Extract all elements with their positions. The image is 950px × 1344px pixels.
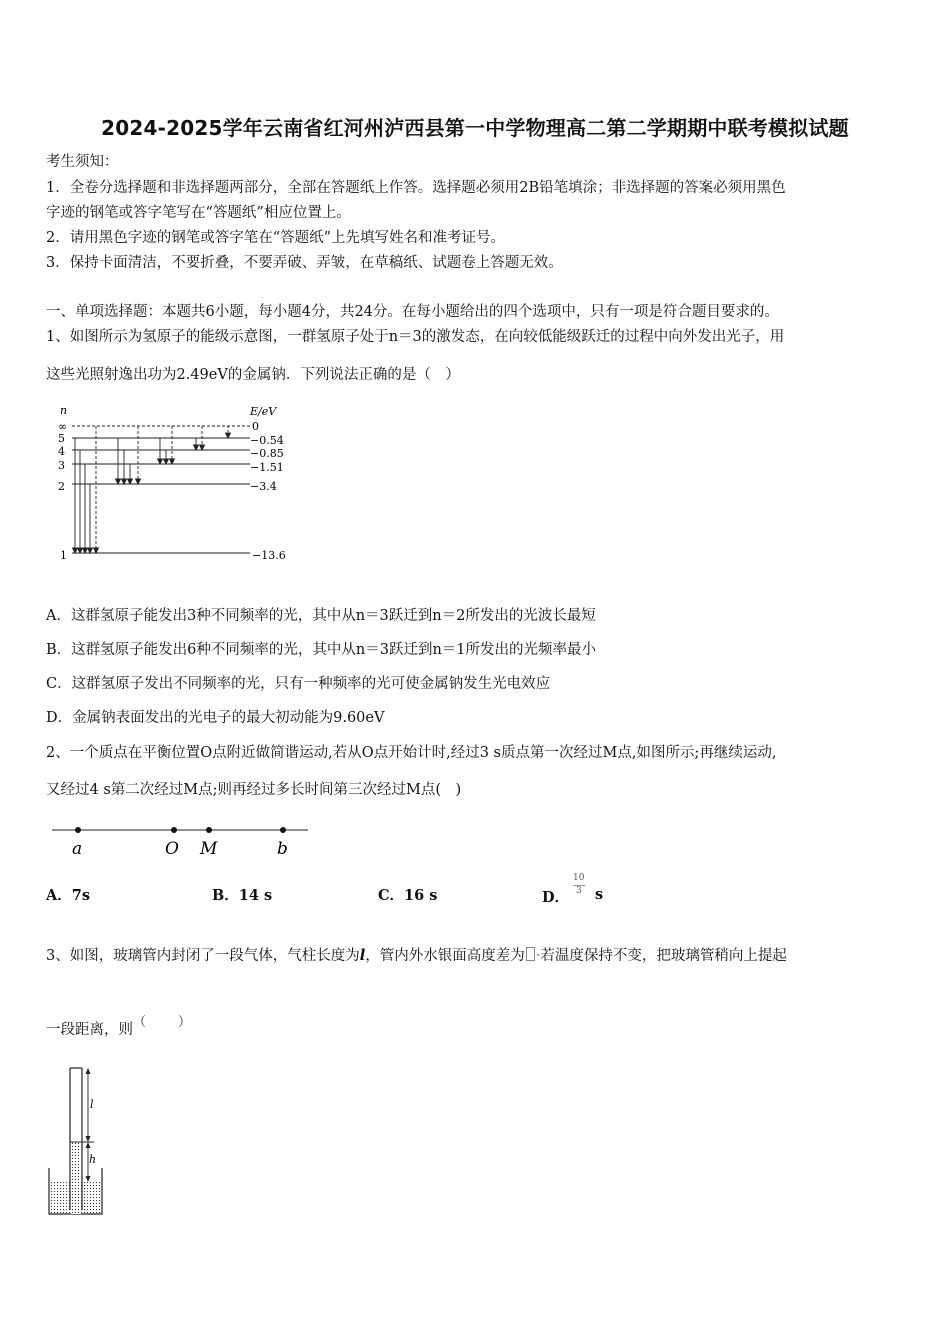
- mercury-column: [71, 1142, 81, 1214]
- q2-option-d-unit: s: [595, 886, 604, 903]
- label-b: b: [277, 839, 288, 859]
- level-e-5: −0.54: [250, 434, 284, 447]
- q3-stem-line-2: [46, 1015, 194, 1041]
- fig-label-h: h: [89, 1153, 97, 1166]
- fig-label-l: l: [90, 1098, 94, 1111]
- q3-stem-line-1: 3、如图，玻璃管内封闭了一段气体，气柱长度为l，管内外水银面高度差为 ·若温度保持不变，把玻璃管稍向上提起: [46, 947, 787, 964]
- level-n-2: 2: [58, 480, 65, 493]
- q1-option-a[interactable]: A．这群氢原子能发出3种不同频率的光，其中从n＝3跃迁到n＝2所发出的光波长最短: [46, 608, 596, 624]
- section-heading: 一、单项选择题：本题共6小题，每小题4分，共24分。在每小题给出的四个选项中，只有一项是符合题目要求的。: [46, 304, 779, 320]
- q2-stem-line-1: 2、一个质点在平衡位置O点附近做简谐运动,若从O点开始计时,经过3 s质点第一次经过M点,如图所示;再继续运动,: [46, 745, 777, 761]
- q3-answer-paren: （ ）: [133, 1015, 194, 1030]
- transition-arrows: [73, 426, 231, 553]
- q2-option-d[interactable]: [542, 872, 622, 908]
- level-n-4: 4: [58, 445, 65, 458]
- notice-item-2: 2．请用黑色字迹的钢笔或答字笔在“答题纸”上先填写姓名和准考证号。: [46, 230, 506, 246]
- label-o: O: [165, 839, 179, 859]
- q2-option-d-denominator: 3: [576, 886, 582, 896]
- l-arrow-head-top: [86, 1068, 91, 1074]
- n-header: n: [60, 404, 68, 417]
- level-e-2: −3.4: [250, 480, 277, 493]
- q3-var-l: l: [359, 947, 366, 964]
- q1-option-c[interactable]: C．这群氢原子发出不同频率的光，只有一种频率的光可使金属钠发生光电效应: [46, 676, 551, 692]
- level-n-3: 3: [58, 459, 65, 472]
- q1-stem-line-1: 1、如图所示为氢原子的能级示意图，一群氢原子处于n＝3的激发态，在向较低能级跃迁的过程中向外发出光子，用: [46, 329, 785, 345]
- q1-option-b[interactable]: B．这群氢原子能发出6种不同频率的光，其中从n＝3跃迁到n＝1所发出的光频率最小: [46, 642, 597, 658]
- level-n-inf: ∞: [58, 420, 68, 433]
- q3-stem-part-3: 若温度保持不变，把玻璃管稍向上提起: [540, 948, 787, 964]
- q2-option-d-numerator: 10: [573, 873, 585, 883]
- level-n-1: 1: [60, 549, 67, 562]
- q2-option-c[interactable]: C．16 s: [378, 887, 438, 904]
- point-m: [206, 827, 212, 833]
- h-arrow-head-top: [86, 1142, 91, 1148]
- gas-column: [71, 1068, 81, 1142]
- point-a: [75, 827, 81, 833]
- shm-line-diagram: [50, 818, 312, 862]
- q1-stem-line-2: 这些光照射逸出功为2.49eV的金属钠．下列说法正确的是（ ）: [46, 367, 460, 383]
- q2-option-d-label: D．: [542, 889, 570, 906]
- q3-stem-part-2: ，管内外水银面高度差为: [365, 948, 525, 964]
- q3-stem-line-2-text: 一段距离，则: [46, 1022, 133, 1038]
- level-e-1: −13.6: [252, 549, 286, 562]
- level-e-inf: 0: [252, 420, 259, 433]
- label-m: M: [200, 839, 218, 859]
- label-a: a: [72, 839, 83, 859]
- q2-option-a[interactable]: A．7s: [46, 887, 91, 904]
- q2-option-b[interactable]: B．14 s: [212, 887, 273, 904]
- level-e-4: −0.85: [250, 447, 284, 460]
- h-arrow-head-bottom: [86, 1176, 91, 1182]
- point-b: [280, 827, 286, 833]
- glass-tube-figure: [44, 1064, 106, 1219]
- point-o: [171, 827, 177, 833]
- e-header: E/eV: [250, 405, 277, 418]
- energy-level-diagram: [52, 402, 302, 567]
- level-e-3: −1.51: [250, 461, 284, 474]
- missing-symbol-box: [526, 947, 535, 961]
- q1-option-d[interactable]: D．金属钠表面发出的光电子的最大初动能为9.60eV: [46, 710, 385, 726]
- l-arrow-head-bottom: [86, 1136, 91, 1142]
- q3-stem-part-1: 3、如图，玻璃管内封闭了一段气体，气柱长度为: [46, 948, 360, 964]
- page-title: 2024-2025学年云南省红河州泸西县第一中学物理高二第二学期期中联考模拟试题: [101, 116, 849, 140]
- notice-item-1-line-2: 字迹的钢笔或答字笔写在“答题纸”相应位置上。: [46, 205, 351, 221]
- q2-stem-line-2: 又经过4 s第二次经过M点;则再经过多长时间第三次经过M点( ): [46, 782, 462, 798]
- notice-heading: 考生须知：: [46, 154, 119, 170]
- notice-item-3: 3．保持卡面清洁，不要折叠，不要弄破、弄皱，在草稿纸、试题卷上答题无效。: [46, 255, 563, 271]
- level-n-5: 5: [58, 432, 65, 445]
- notice-item-1-line-1: 1．全卷分选择题和非选择题两部分，全部在答题纸上作答。选择题必须用2B铅笔填涂；非选择题的答案必须用黑色: [46, 180, 786, 196]
